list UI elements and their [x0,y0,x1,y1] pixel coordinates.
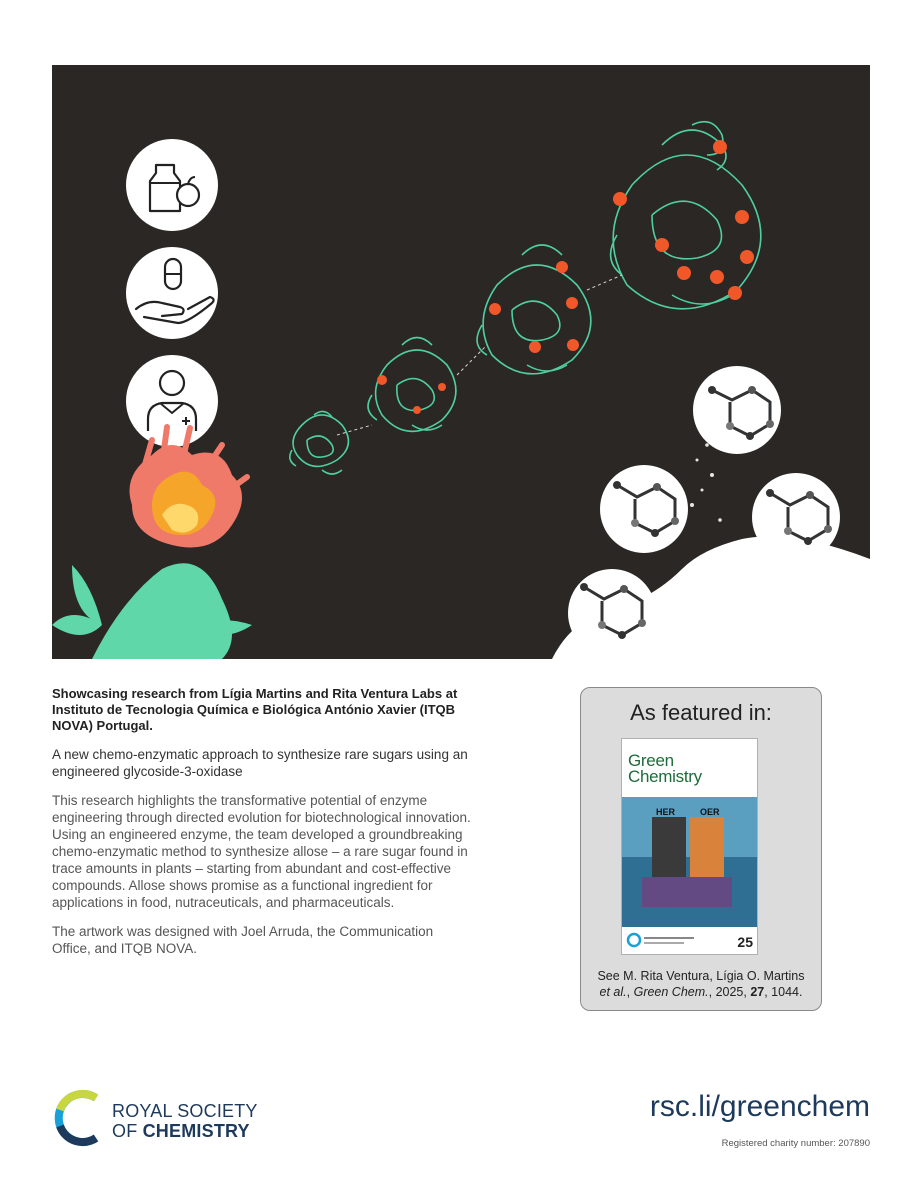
showcase-headline: Showcasing research from Lígia Martins and Rita Ventura Labs at Instituto de Tecnologia Química e Biológica António Xavier (ITQB NOVA) Portugal. [52,686,458,733]
logo-line-2: OF CHEMISTRY [112,1121,250,1141]
supplement-icon [126,247,218,339]
citation: See M. Rita Ventura, Lígia O. Martins et al., Green Chem., 2025, 27, 1044. [597,969,805,999]
anniversary-badge: 25 [737,934,753,950]
protea-flower [52,427,252,659]
article-summary: This research highlights the transformative potential of enzyme engineering through directed evolution for biotechnological innovation. Using an engineered enzyme, the team developed a groundbreaking chemo-enzymatic method to synthesize allose – a rare sugar found in trace amounts in plants – starting from abundant and cost-effective compounds. Allose shows promise as a functional ingredient for applications in food, nutraceuticals, and pharmaceuticals. [52,793,471,910]
molecule-4 [568,569,656,657]
journal-title: Green Chemistry [628,751,702,786]
rsc-logo-mark-icon [52,1088,108,1148]
rsc-logo[interactable] [52,1088,282,1148]
showcase-text [52,686,472,957]
charity-number: Registered charity number: 207890 [721,1138,870,1149]
molecule-2 [600,465,688,553]
enzyme-evolution-series [290,122,761,474]
cover-artwork [52,65,870,659]
article-title: A new chemo-enzymatic approach to synthesize rare sugars using an engineered glycoside-3-oxidase [52,747,468,779]
logo-line-1: ROYAL SOCIETY [112,1101,258,1121]
molecule-1 [693,366,781,454]
cover-label-oer: OER [700,807,720,817]
cover-label-her: HER [656,807,676,817]
journal-cover[interactable] [621,738,758,955]
featured-heading: As featured in: [630,700,772,725]
featured-box [580,687,822,1011]
artwork-credit: The artwork was designed with Joel Arruda, the Communication Office, and ITQB NOVA. [52,924,434,956]
food-icon [126,139,218,231]
mutation-points [377,140,754,414]
artwork-illustration [52,65,870,659]
journal-url-link[interactable]: rsc.li/greenchem [649,1090,870,1123]
enzyme-structure-1 [290,411,349,474]
molecule-3 [752,473,840,561]
healthcare-icon [126,355,218,447]
cover-footer [626,929,753,951]
journal-cover-image [622,797,757,927]
